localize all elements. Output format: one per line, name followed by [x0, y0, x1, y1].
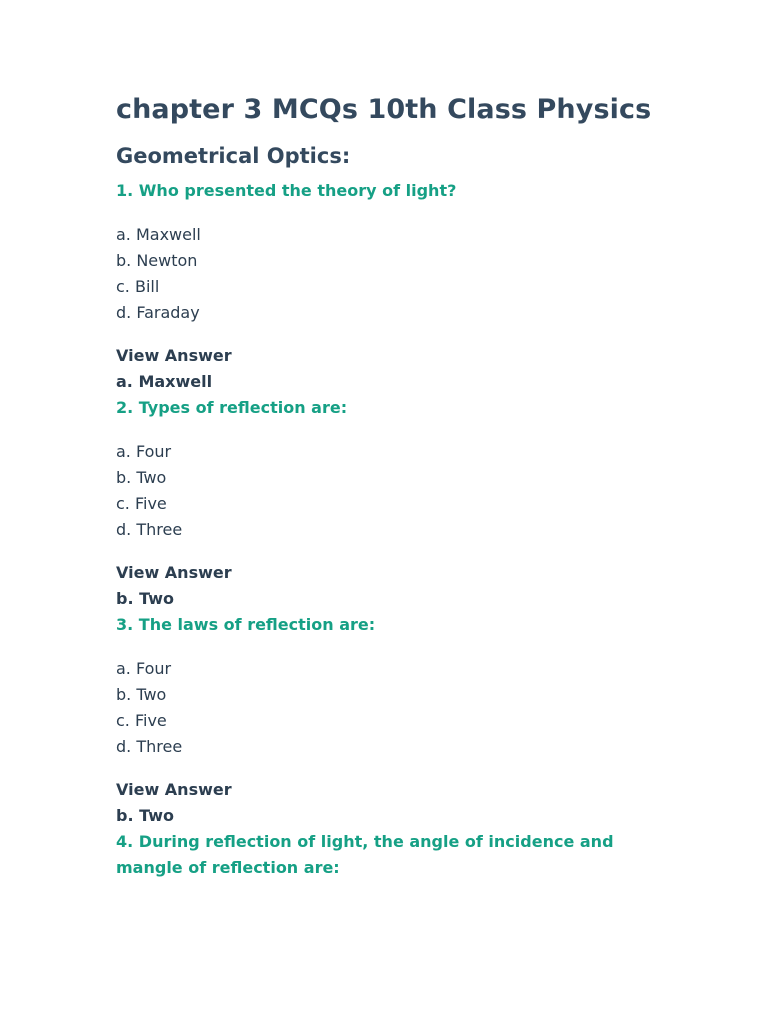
answer-text: b. Two: [116, 589, 175, 608]
question-text: 2. Types of reflection are:: [116, 398, 348, 417]
options-list: [116, 222, 656, 326]
document-content: [116, 90, 656, 881]
options-list: [116, 656, 656, 760]
page-title: chapter 3 MCQs 10th Class Physics: [116, 94, 652, 125]
view-answer-button[interactable]: View Answer: [116, 780, 232, 799]
option-d: d. Faraday: [116, 303, 200, 322]
question-text: 4. During reflection of light, the angle of incidence and mangle of reflection are:: [116, 832, 614, 877]
question-text: 3. The laws of reflection are:: [116, 615, 376, 634]
option-d: d. Three: [116, 520, 183, 539]
question-block-3: [116, 612, 656, 829]
option-a: a. Four: [116, 659, 172, 678]
option-b: b. Newton: [116, 251, 198, 270]
view-answer-button[interactable]: View Answer: [116, 346, 232, 365]
answer-text: b. Two: [116, 806, 175, 825]
question-block-1: [116, 178, 656, 395]
view-answer-button[interactable]: View Answer: [116, 563, 232, 582]
section-title: Geometrical Optics:: [116, 144, 351, 168]
option-c: c. Five: [116, 711, 167, 730]
question-text: 1. Who presented the theory of light?: [116, 181, 457, 200]
answer-text: a. Maxwell: [116, 372, 213, 391]
option-c: c. Bill: [116, 277, 160, 296]
question-block-4: [116, 829, 656, 881]
option-b: b. Two: [116, 468, 167, 487]
option-a: a. Maxwell: [116, 225, 201, 244]
option-d: d. Three: [116, 737, 183, 756]
option-b: b. Two: [116, 685, 167, 704]
option-a: a. Four: [116, 442, 172, 461]
option-c: c. Five: [116, 494, 167, 513]
question-block-2: [116, 395, 656, 612]
options-list: [116, 439, 656, 543]
